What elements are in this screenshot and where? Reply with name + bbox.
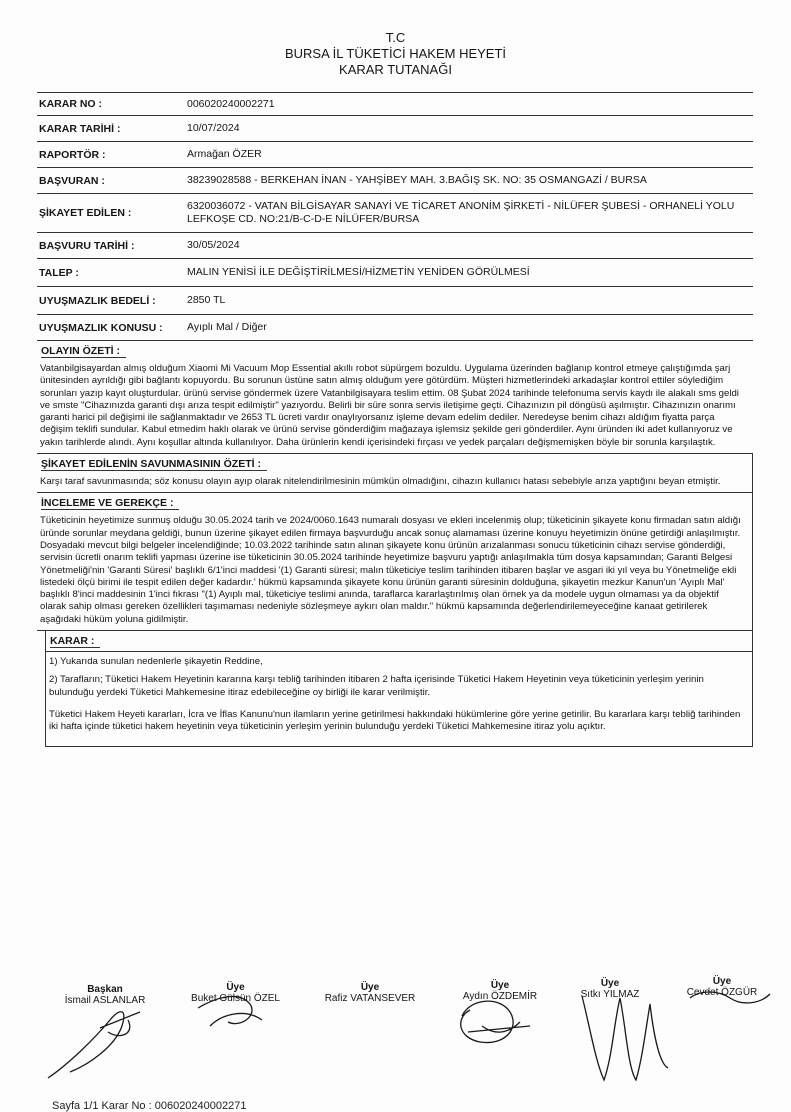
field-row-karar-tarihi — [37, 116, 753, 142]
signature-block — [0, 968, 791, 1088]
field-row-raportor — [37, 142, 753, 168]
decision-form — [37, 92, 753, 747]
signature-role: Üye — [490, 980, 510, 991]
decision-item-1: 1) Yukarıda sunulan nedenlerle şikayetin Reddine, — [46, 651, 752, 672]
decision-note: Tüketici Hakem Heyeti kararları, İcra ve İflas Kanunu'nun ilamların yerine getirilmesi hakkındaki hükümlerine göre yerine getirilir. Bu kararlara karşı tebliğ tarihinden iki hafta içinde tüketici hakem heyetinin veya tüketicinin yerleşim yerinin bulunduğu yerdeki Tüketici Mahkemesine itiraz yolu açıktır. — [49, 708, 741, 733]
field-label: TALEP : — [39, 266, 79, 279]
field-value: Ayıplı Mal / Diğer — [187, 321, 267, 333]
signature-role: Üye — [360, 982, 380, 993]
signature-scribble-member-4 — [582, 996, 668, 1080]
section-title-ozet: OLAYIN ÖZETİ : — [37, 341, 753, 361]
defense-text: Karşı taraf savunmasında; söz konusu olayın ayıp olarak nitelendirilmesinin mümkün olmadığını, cihazın kullanıcı hatası sebebiyle arıza yaptığını beyan etmiştir. — [40, 476, 721, 488]
signature-scribble-member-1 — [198, 996, 262, 1026]
field-row-sikayet-edilen — [37, 194, 753, 233]
signature-role: Başkan — [87, 984, 123, 995]
field-row-uyusmazlik-konusu — [37, 315, 753, 341]
field-value: 38239028588 - BERKEHAN İNAN - YAHŞİBEY MAH. 3.BAĞIŞ SK. NO: 35 OSMANGAZİ / BURSA — [187, 174, 647, 186]
field-row-uyusmazlik-bedeli — [37, 287, 753, 315]
field-value: 30/05/2024 — [187, 239, 240, 251]
signature-scribble-member-5 — [690, 992, 770, 1003]
field-value: 006020240002271 — [187, 97, 275, 110]
field-value: MALIN YENİSİ İLE DEĞİŞTİRİLMESİ/HİZMETİN YENİDEN GÖRÜLMESİ — [187, 266, 530, 278]
review-text: Tüketicinin heyetimize sunmuş olduğu 30.05.2024 tarih ve 2024/0060.1643 numaralı dosyası ve ekleri incelenmiş olup; tüketicinin şikayete konu firmadan satın aldığı üründe sorunlar meydana geldiği, bunun üzerine şikayet edilen firmaya başvurduğu ancak sonuç alamaması üzerine konuyu heyetimizin önüne getirdiği anlaşılmıştır. Dosyadaki mevcut bilgi belgeler incelendiğinde; 10.03.2022 tarihinde satın alınan şikayete konu ürünün arızalanması sonucu tüketicinin cihazı servise gönderdiği, servisin ücretli onarım teklifi yapması üzerine ise tüketicinin 30.05.2024 tarihinde heyetimize başvuru yaptığı anlaşılmakla tüm dosya kapsamından; Garanti Belgesi Yönetmeliği'nin 'Garanti Süresi' başlıklı 6/1'inci maddesi '(1) Garanti süresi; malın tüketiciye teslim tarihinden itibaren başlar ve asgari iki yıl veya bu Yönetmeliğe ekli listedeki ölçü birimi ile tespit edilen değer kadardır.' hükmü kapsamında şikayete konu ürünün garanti süresinin dolduğuna, şikayetin mezkur Kanun'un 'Ayıplı Mal' başlıklı 8'inci maddesinin 1'inci fıkrası "(1) Ayıplı mal, tüketiciye teslimi anında, taraflarca kararlaştırılmış olan örnek ya da modele uygun olmaması ya da objektif olarak sahip olması gereken özellikleri taşımaması nedeniyle sözleşmeye aykırı olan maldır." hükmü kapsamında değerlendirilemeyeceğine kanaat getirilerek aşağıdaki hüküm yoluna gidilmiştir. — [40, 515, 741, 625]
field-row-basvuran — [37, 168, 753, 194]
defense-section — [37, 454, 753, 493]
field-value: 2850 TL — [187, 294, 226, 306]
summary-text: Vatanbilgisayardan almış olduğum Xiaomi Mi Vacuum Mop Essential akıllı robot süpürgem bozuldu. Uygulama üzerinden bağlanıp kontrol etmeye çalıştığımda şarj ünitesinden ayrıldığı gibi bağlantı kopuyordu. Bu sorunun üstüne satın almış olduğum yere götürdüm. Müşteri hizmetlerindeki arkadaşlar kontrol ettiler söylediğim sorunları yazıp kayıt oluşturdular. ürünü servise göndermek üzere Vatanbilgisayara teslim ettim. 08 Şubat 2024 tarihinde telefonuma servis kaydı ile alakalı sms geldi ve smste "Cihazınızda garanti dışı arıza tespit edilmiştir" yazıyordu. Belirli bir süre sonra servis iletişime geçti. Cihazınızın pil döngüsü aşılmıştır. Cihazınızın onarımı garanti harici pil değişimi ile sağlanmaktadır ve 2653 TL ücreti vardır onaylıyorsanız işleme devam edelim dediler. Neredeyse benim cihazı aldığım fiyatta parça değişim teklifi sundular. Kabul etmedim haklı olarak ve ürünü servise gönderdiğim mağazaya işlemsiz şekilde geri gönderdiler. Aynı üründen iki adet kullanıyoruz ve yakın tarihlerde alındı. Aynı koşullar altında kullanılıyor. Daha ürünlerin kendi içerisindeki fırçası ve yedek parçaları değişmemişken böyle bir sorunla karşılaştık. — [37, 361, 753, 454]
section-title-savunma: ŞİKAYET EDİLENİN SAVUNMASININ ÖZETİ : — [37, 454, 752, 474]
signature-scribble-chair — [48, 1012, 140, 1078]
field-value: Armağan ÖZER — [187, 148, 262, 160]
decision-item-2: 2) Tarafların; Tüketici Hakem Heyetinin kararına karşı tebliğ tarihinden itibaren 2 hafta içerisinde Tüketici Hakem Heyetinin veya tüketicinin yerleşim yerinin bulunduğu yerdeki Tüketici Mahkemesine itiraz edebileceğine oy birliği ile karar verilmiştir. — [49, 674, 704, 698]
section-title-inceleme: İNCELEME VE GEREKÇE : — [37, 493, 752, 513]
signature-name: Buket Gülsün ÖZEL — [191, 993, 280, 1004]
signature-name: İsmail ASLANLAR — [64, 995, 146, 1006]
field-label: RAPORTÖR : — [39, 148, 106, 161]
handwritten-signatures — [0, 968, 791, 1088]
field-label: BAŞVURAN : — [39, 174, 105, 187]
signature-name: Sıtkı YILMAZ — [580, 989, 640, 1000]
field-row-karar-no — [37, 93, 753, 116]
signature-scribble-member-3 — [461, 1001, 530, 1042]
field-label: BAŞVURU TARİHİ : — [39, 239, 135, 252]
decision-section — [45, 631, 753, 746]
field-label: KARAR TARİHİ : — [39, 122, 121, 135]
signature-name: Cevdet ÖZGÜR — [686, 987, 758, 998]
document-header — [0, 30, 791, 78]
field-label: KARAR NO : — [39, 98, 102, 110]
field-value: 6320036072 - VATAN BİLGİSAYAR SANAYİ VE TİCARET ANONİM ŞİRKETİ - NİLÜFER ŞUBESİ - ORHANELİ YOLU LEFKOŞE CD. NO:21/B-C-D-E NİLÜFER/BURSA — [187, 200, 735, 225]
review-section — [37, 493, 753, 631]
signature-name: Rafiz VATANSEVER — [324, 993, 416, 1004]
field-value: 10/07/2024 — [187, 122, 240, 134]
field-label: UYUŞMAZLIK BEDELİ : — [39, 294, 156, 307]
field-label: ŞİKAYET EDİLEN : — [39, 207, 132, 219]
page-footer: Sayfa 1/1 Karar No : 006020240002271 — [52, 1100, 247, 1112]
signature-name: Aydın ÖZDEMİR — [462, 991, 538, 1002]
header-institution: BURSA İL TÜKETİCİ HAKEM HEYETİ — [284, 46, 507, 61]
field-row-basvuru-tarihi — [37, 233, 753, 259]
field-row-talep — [37, 259, 753, 287]
section-title-karar: KARAR : — [46, 631, 752, 651]
header-tc: T.C — [385, 30, 406, 45]
header-doc-title: KARAR TUTANAĞI — [339, 62, 452, 77]
signature-role: Üye — [226, 982, 245, 993]
signature-role: Üye — [600, 978, 620, 989]
signature-role: Üye — [712, 976, 732, 987]
field-label: UYUŞMAZLIK KONUSU : — [39, 321, 163, 334]
